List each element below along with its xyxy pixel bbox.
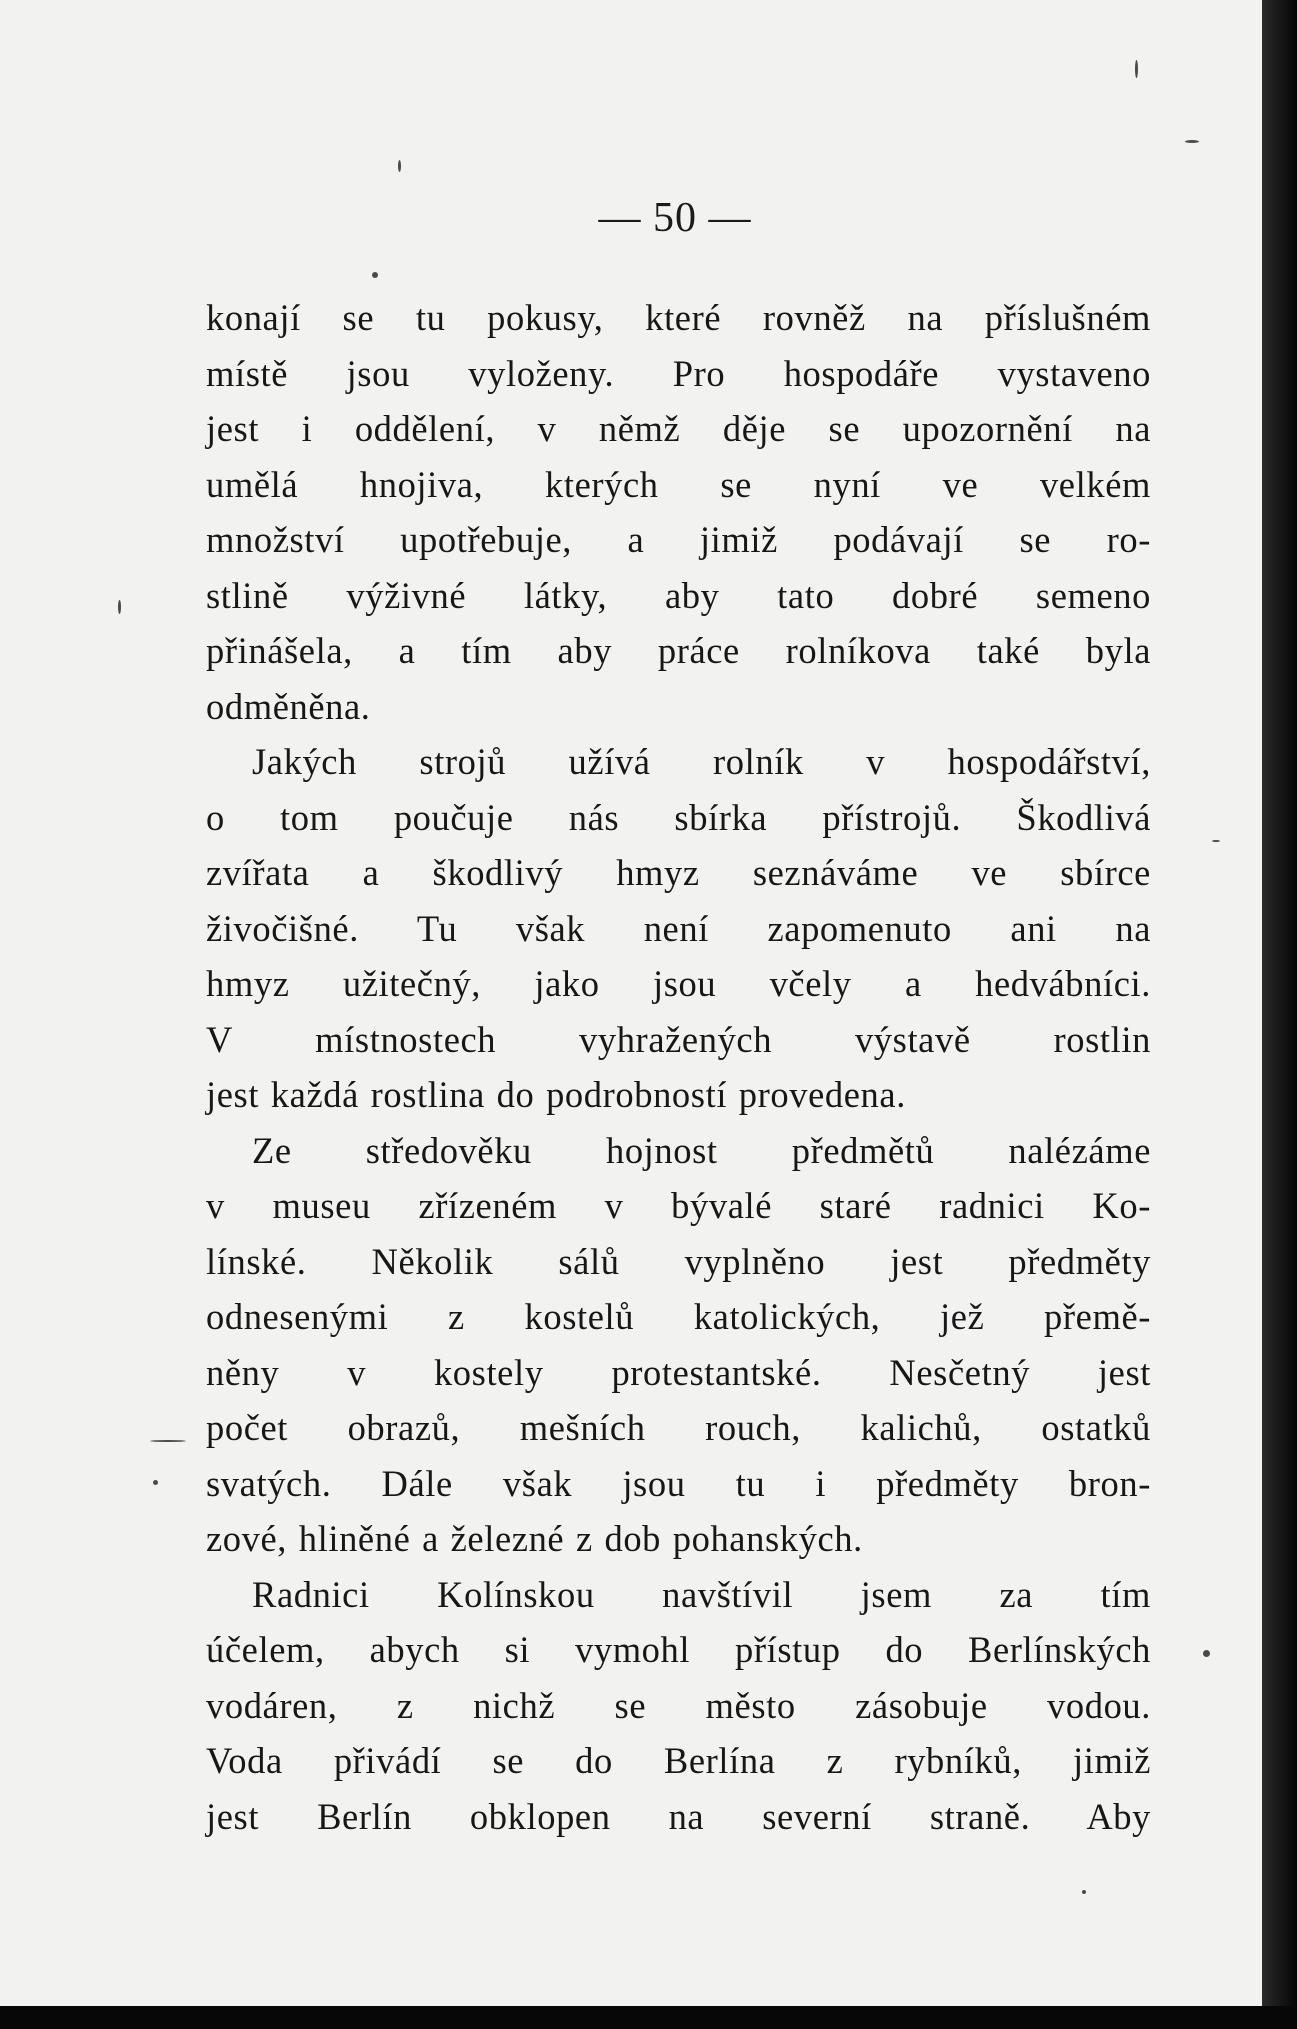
text-line: svatých. Dále však jsou tu i předměty bron- <box>206 1462 1151 1504</box>
paragraph <box>206 1567 1151 1845</box>
text-line: počet obrazů, mešních rouch, kalichů, ostatků <box>206 1407 1151 1448</box>
text-line: zové, hliněné a železné z dob pohanských. <box>206 1518 863 1559</box>
scan-speck <box>1185 140 1199 143</box>
text-line: odnesenými z kostelů katolických, jež přemě- <box>206 1296 1151 1337</box>
text-line: vodáren, z nichž se město zásobuje vodou. <box>206 1684 1151 1726</box>
text-line: jest i oddělení, v němž děje se upozornění na <box>206 408 1151 449</box>
page-number: — 50 — <box>598 195 752 241</box>
scan-speck <box>1135 60 1138 78</box>
text-line: odměněna. <box>206 685 371 727</box>
text-line: živočišné. Tu však není zapomenuto ani na <box>206 907 1151 949</box>
scan-speck <box>1203 1650 1210 1657</box>
text-line: stlině výživné látky, aby tato dobré semeno <box>206 574 1151 616</box>
text-line: účelem, abych si vymohl přístup do Berlínských <box>206 1629 1151 1670</box>
scan-speck <box>150 1440 186 1442</box>
scan-speck <box>1212 840 1220 842</box>
paragraph <box>206 1123 1151 1567</box>
text-line: jest Berlín obklopen na severní straně. Aby <box>206 1795 1151 1837</box>
text-line: V místnostech vyhražených výstavě rostlin <box>206 1018 1151 1060</box>
text-line: hmyz užitečný, jako jsou včely a hedvábníci. <box>206 963 1151 1004</box>
text-line: v museu zřízeném v bývalé staré radnici Ko- <box>206 1185 1151 1226</box>
text-line: zvířata a škodlivý hmyz seznáváme ve sbírce <box>206 852 1151 893</box>
body-text <box>206 290 1151 1844</box>
paragraph <box>206 290 1151 734</box>
scan-speck <box>153 1480 158 1485</box>
text-line: množství upotřebuje, a jimiž podávají se ro- <box>206 519 1151 560</box>
text-line: Ze středověku hojnost předmětů nalézáme <box>252 1129 1151 1171</box>
scan-speck <box>118 600 121 614</box>
paragraph <box>206 734 1151 1123</box>
scan-border-right <box>1262 0 1297 2029</box>
text-line: přinášela, a tím aby práce rolníkova také byla <box>206 630 1151 671</box>
text-line: o tom poučuje nás sbírka přístrojů. Škodlivá <box>206 796 1151 838</box>
text-line: Radnici Kolínskou navštívil jsem za tím <box>252 1573 1151 1615</box>
text-line: místě jsou vyloženy. Pro hospodáře vystaveno <box>206 352 1151 394</box>
scan-speck <box>398 160 401 172</box>
text-line: něny v kostely protestantské. Nesčetný jest <box>206 1351 1151 1393</box>
scan-speck <box>1082 1890 1086 1894</box>
text-line: jest každá rostlina do podrobností provedena. <box>206 1074 906 1115</box>
text-line: Voda přivádí se do Berlína z rybníků, jimiž <box>206 1740 1151 1781</box>
scan-border-bottom <box>0 2006 1297 2029</box>
scan-speck <box>372 272 378 278</box>
text-line: línské. Několik sálů vyplněno jest předměty <box>206 1240 1151 1282</box>
text-line: Jakých strojů užívá rolník v hospodářství, <box>252 741 1151 782</box>
text-line: umělá hnojiva, kterých se nyní ve velkém <box>206 463 1151 505</box>
text-line: konají se tu pokusy, které rovněž na příslušném <box>206 297 1151 338</box>
